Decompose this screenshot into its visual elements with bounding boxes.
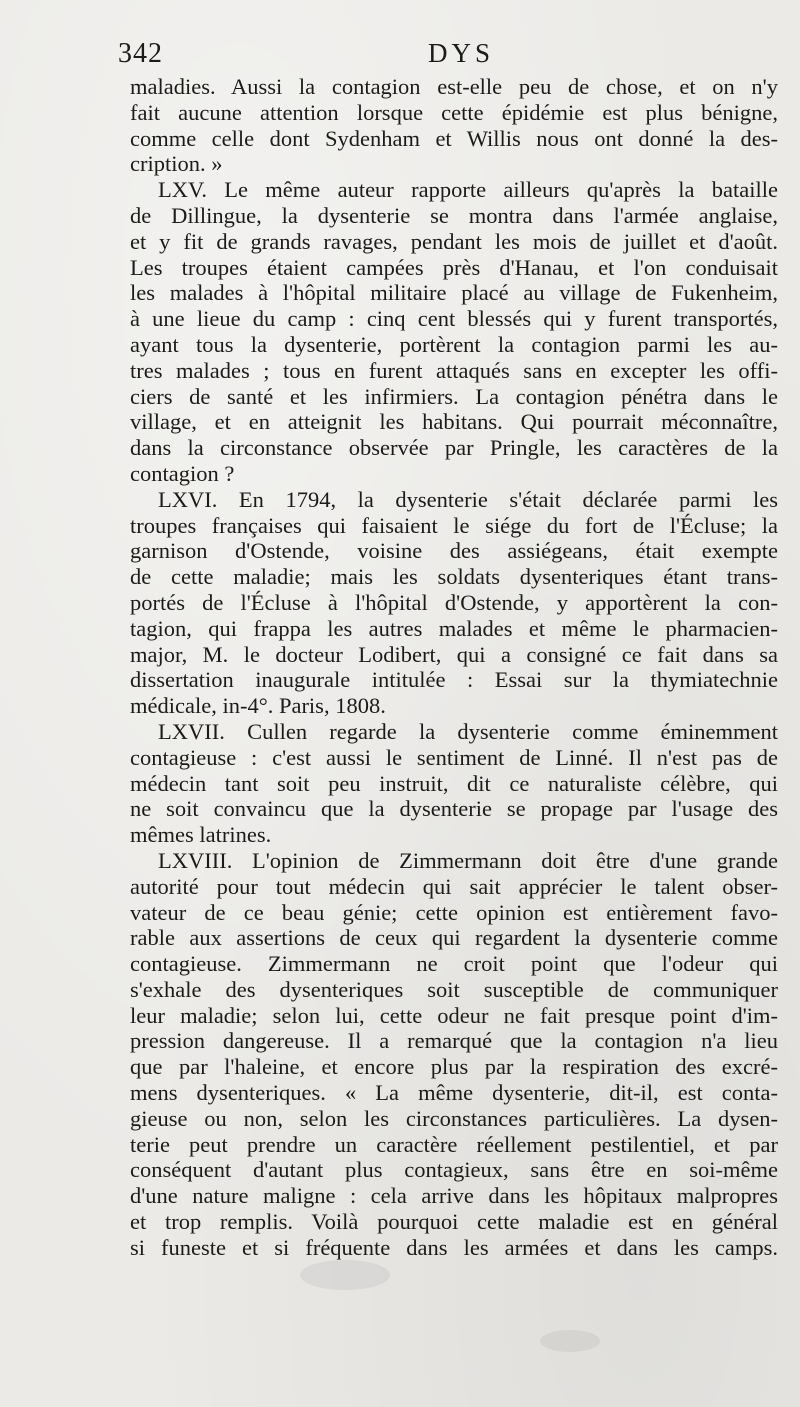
body-text: [130, 74, 778, 1261]
text-line: contagieuse. Zimmermann ne croit point que l'odeur qui: [130, 951, 778, 977]
paragraph-start-lxviii: LXVIII. L'opinion de Zimmermann doit être d'une grande: [158, 847, 778, 873]
text-line: autorité pour tout médecin qui sait apprécier le talent obser-: [130, 873, 778, 899]
text-line: et trop remplis. Voilà pourquoi cette maladie est en général: [130, 1209, 778, 1235]
text-line: vateur de ce beau génie; cette opinion est entièrement favo-: [130, 899, 778, 925]
text-line: et y fit de grands ravages, pendant les mois de juillet et d'août.: [130, 228, 778, 254]
text-line: médecin tant soit peu instruit, dit ce naturaliste célèbre, qui: [130, 770, 778, 796]
text-line: contagieuse : c'est aussi le sentiment de Linné. Il n'est pas de: [130, 744, 778, 770]
text-line: s'exhale des dysenteriques soit susceptible de communiquer: [130, 976, 778, 1002]
text-line: les malades à l'hôpital militaire placé au village de Fukenheim,: [130, 280, 778, 306]
text-line: ayant tous la dysenterie, portèrent la contagion parmi les au-: [130, 331, 778, 357]
text-line: dans la circonstance observée par Pringle, les caractères de la: [130, 435, 778, 461]
paragraph-start-lxv: LXV. Le même auteur rapporte ailleurs qu'après la bataille: [158, 177, 778, 203]
text-line: de Dillingue, la dysenterie se montra dans l'armée anglaise,: [130, 202, 778, 228]
text-line: dissertation inaugurale intitulée : Essai sur la thymiatechnie: [130, 667, 778, 693]
text-line: pression dangereuse. Il a remarqué que la contagion n'a lieu: [130, 1028, 778, 1054]
text-line: de cette maladie; mais les soldats dysenteriques étant trans-: [130, 564, 778, 590]
text-line: mens dysenteriques. « La même dysenterie, dit-il, est conta-: [130, 1080, 778, 1106]
text-line: garnison d'Ostende, voisine des assiégeans, était exempte: [130, 538, 778, 564]
page-number: 342: [118, 38, 163, 69]
text-line: maladies. Aussi la contagion est-elle peu de chose, et on n'y: [130, 74, 778, 99]
text-line: terie peut prendre un caractère réellement pestilentiel, et par: [130, 1131, 778, 1157]
text-line: à une lieue du camp : cinq cent blessés qui y furent transportés,: [130, 306, 778, 332]
text-line: ne soit convaincu que la dysenterie se propage par l'usage des: [130, 796, 778, 822]
running-head-word: DYS: [428, 38, 495, 68]
text-line: que par l'haleine, et encore plus par la respiration des excré-: [130, 1054, 778, 1080]
text-line: leur maladie; selon lui, cette odeur ne fait presque point d'im-: [130, 1002, 778, 1028]
text-line: conséquent d'autant plus contagieux, sans être en soi-même: [130, 1157, 778, 1183]
text-line: portés de l'Écluse à l'hôpital d'Ostende, y apportèrent la con-: [130, 589, 778, 615]
text-line: cription. »: [130, 151, 223, 177]
text-line: d'une nature maligne : cela arrive dans les hôpitaux malpropres: [130, 1183, 778, 1209]
text-line: fait aucune attention lorsque cette épidémie est plus bénigne,: [130, 99, 778, 125]
text-line: mêmes latrines.: [130, 822, 272, 848]
text-line: Les troupes étaient campées près d'Hanau, et l'on conduisait: [130, 254, 778, 280]
text-line: si funeste et si fréquente dans les armées et dans les camps.: [130, 1234, 778, 1260]
paragraph-start-lxvii: LXVII. Cullen regarde la dysenterie comme éminemment: [158, 718, 778, 744]
text-line: village, et en atteignit les habitans. Qui pourrait méconnaître,: [130, 409, 778, 435]
text-line: tagion, qui frappa les autres malades et même le pharmacien-: [130, 615, 778, 641]
text-line: major, M. le docteur Lodibert, qui a consigné ce fait dans sa: [130, 641, 778, 667]
text-line: gieuse ou non, selon les circonstances particulières. La dysen-: [130, 1105, 778, 1131]
text-line: troupes françaises qui faisaient le siége du fort de l'Écluse; la: [130, 512, 778, 538]
running-head: [118, 38, 778, 78]
paragraph-start-lxvi: LXVI. En 1794, la dysenterie s'était déclarée parmi les: [158, 486, 778, 512]
text-line: contagion ?: [130, 460, 235, 486]
paper-stain: [540, 1330, 600, 1352]
paper-stain: [300, 1260, 390, 1290]
text-line: comme celle dont Sydenham et Willis nous ont donné la des-: [130, 125, 778, 151]
text-line: médicale, in-4°. Paris, 1808.: [130, 693, 386, 719]
text-line: tres malades ; tous en furent attaqués sans en excepter les offi-: [130, 357, 778, 383]
text-line: rable aux assertions de ceux qui regardent la dysenterie comme: [130, 925, 778, 951]
text-line: ciers de santé et les infirmiers. La contagion pénétra dans le: [130, 383, 778, 409]
